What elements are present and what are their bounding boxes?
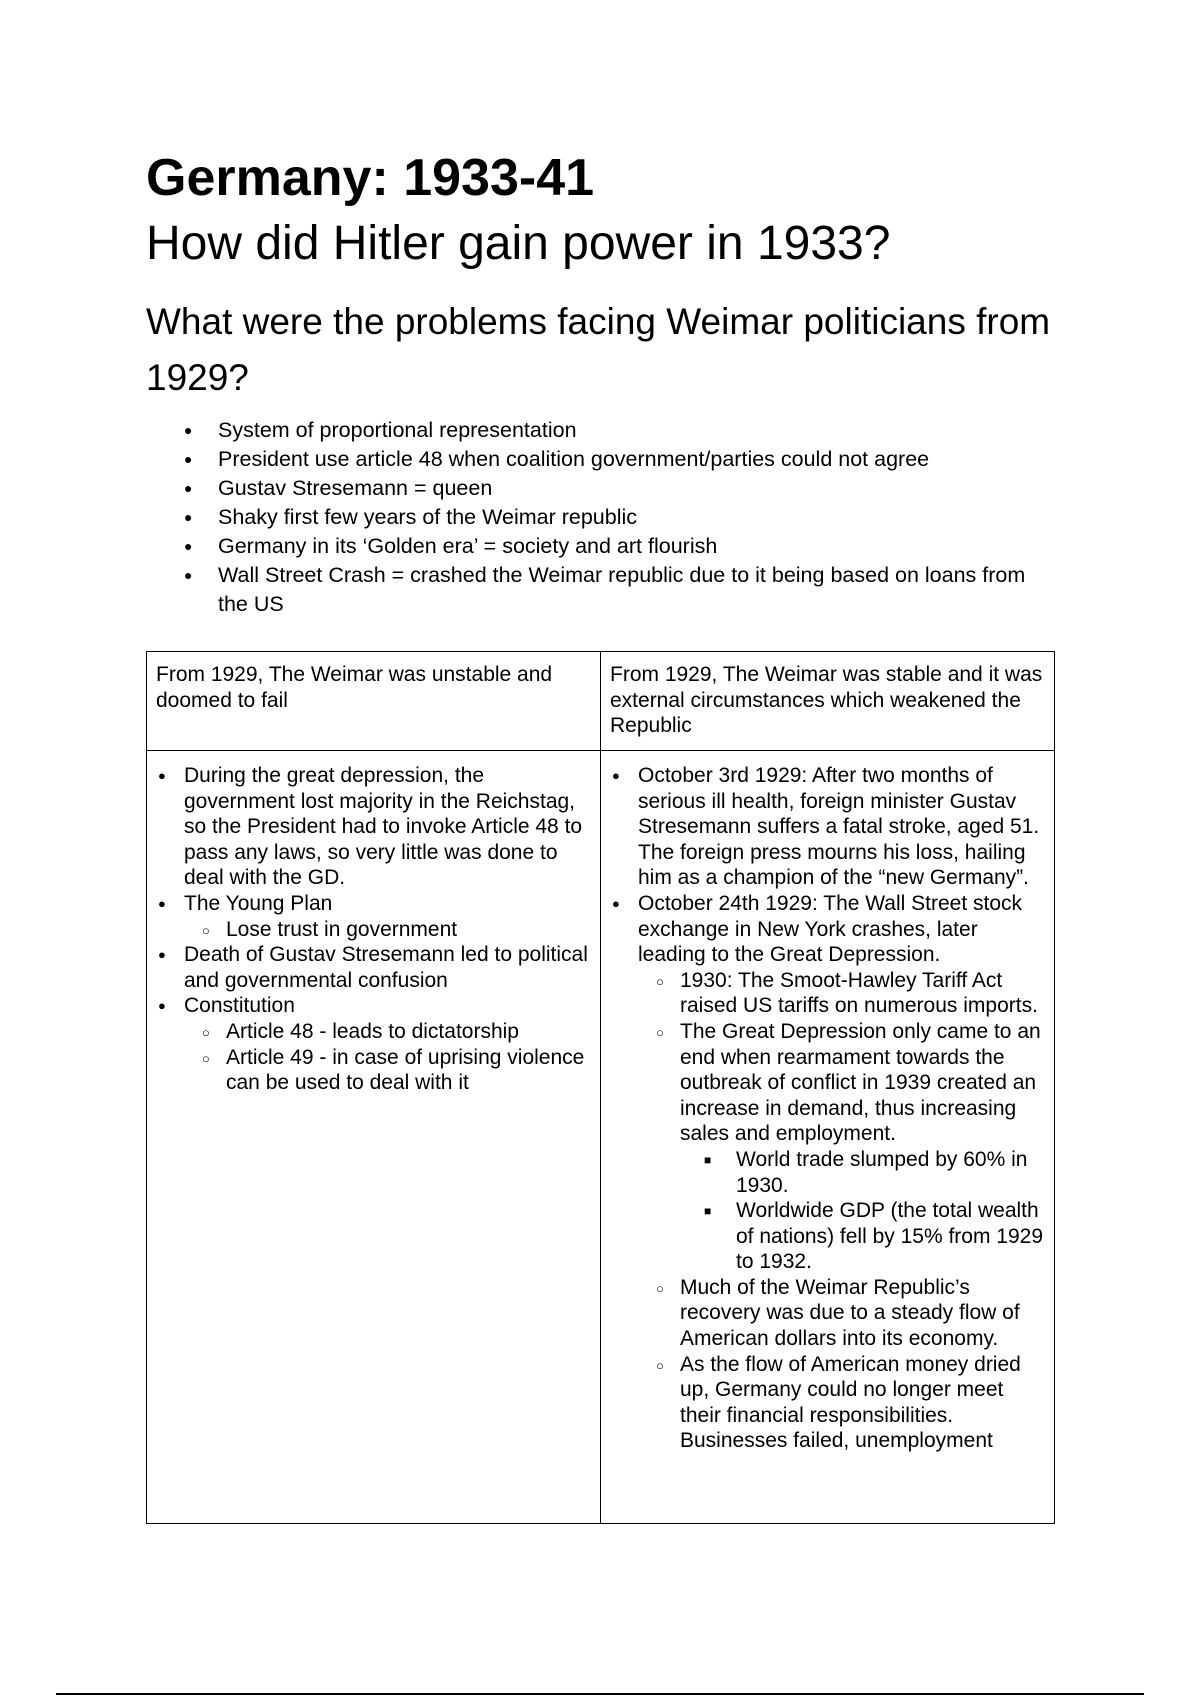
footer-divider xyxy=(56,1693,1144,1695)
list-item xyxy=(184,942,592,993)
sub-list-item: ○ As the flow of American money dried up, Germany could no longer meet their financial responsibilities. Businesses failed, unemployment xyxy=(680,1352,1046,1454)
list-item: ● President use article 48 when coalition government/parties could not agree xyxy=(218,445,1058,474)
list-item-text: October 24th 1929: The Wall Street stock exchange in New York crashes, later leading to the Great Depression. xyxy=(638,891,1023,967)
sub-list xyxy=(184,917,592,943)
sub-list xyxy=(638,968,1046,1454)
comparison-table xyxy=(146,651,1055,1524)
sub-list-item: ○ Lose trust in government xyxy=(226,917,592,943)
list-item: ● Germany in its ‘Golden era’ = society and art flourish xyxy=(218,532,1058,561)
sub-sub-list-item: ■ Worldwide GDP (the total wealth of nations) fell by 15% from 1929 to 1932. xyxy=(736,1198,1046,1275)
unstable-points-list xyxy=(156,763,592,1096)
list-item: ● Gustav Stresemann = queen xyxy=(218,474,1058,503)
sub-list-item-text: The Great Depression only came to an end when rearmament towards the outbreak of conflict in 1939 created an increase in demand, thus increasing sales and employment. xyxy=(680,1019,1041,1146)
unstable-header-cell: From 1929, The Weimar was unstable and doomed to fail xyxy=(147,652,601,751)
list-item: ● Shaky first few years of the Weimar republic xyxy=(218,503,1058,532)
list-item-text: The Young Plan xyxy=(184,891,333,915)
page-subtitle: How did Hitler gain power in 1933? xyxy=(146,217,891,270)
document-page xyxy=(146,148,1058,1524)
list-item-text: October 3rd 1929: After two months of serious ill health, foreign minister Gustav Stresemann suffers a fatal stroke, aged 51. The foreign press mourns his loss, hailing him as a champion of the “new Germany”. xyxy=(638,764,1040,890)
table-row xyxy=(147,751,1055,1524)
sub-list-item: ○ 1930: The Smoot-Hawley Tariff Act raised US tariffs on numerous imports. xyxy=(680,968,1046,1019)
list-item-text: Death of Gustav Stresemann led to political and governmental confusion xyxy=(184,943,588,992)
list-item-text: During the great depression, the government lost majority in the Reichstag, so the President had to invoke Article 48 to pass any laws, so very little was done to deal with the GD. xyxy=(184,764,583,890)
section-question: What were the problems facing Weimar politicians from 1929? xyxy=(146,301,1051,398)
list-item xyxy=(184,763,592,891)
list-item xyxy=(184,891,592,942)
sub-list-item: ○ Article 48 - leads to dictatorship xyxy=(226,1019,592,1045)
list-item: ● Wall Street Crash = crashed the Weimar republic due to it being based on loans from the US xyxy=(218,561,1058,619)
stable-points-list xyxy=(610,763,1046,1454)
list-item: ● System of proportional representation xyxy=(218,416,1058,445)
unstable-content-cell xyxy=(147,751,601,1524)
list-item xyxy=(638,891,1046,1454)
page-title: Germany: 1933-41 xyxy=(146,149,595,207)
sub-list-item: ○ Much of the Weimar Republic’s recovery was due to a steady flow of American dollars into its economy. xyxy=(680,1275,1046,1352)
problems-list xyxy=(146,416,1058,619)
stable-content-cell xyxy=(601,751,1055,1524)
table-header-row xyxy=(147,652,1055,751)
sub-list xyxy=(184,1019,592,1096)
list-item xyxy=(638,763,1046,891)
sub-list-item xyxy=(680,1019,1046,1275)
sub-sub-list xyxy=(680,1147,1046,1275)
list-item xyxy=(184,993,592,1095)
list-item-text: Constitution xyxy=(184,994,295,1018)
sub-list-item: ○ Article 49 - in case of uprising violence can be used to deal with it xyxy=(226,1045,592,1096)
sub-sub-list-item: ■ World trade slumped by 60% in 1930. xyxy=(736,1147,1046,1198)
stable-header-cell: From 1929, The Weimar was stable and it was external circumstances which weakened the Republic xyxy=(601,652,1055,751)
